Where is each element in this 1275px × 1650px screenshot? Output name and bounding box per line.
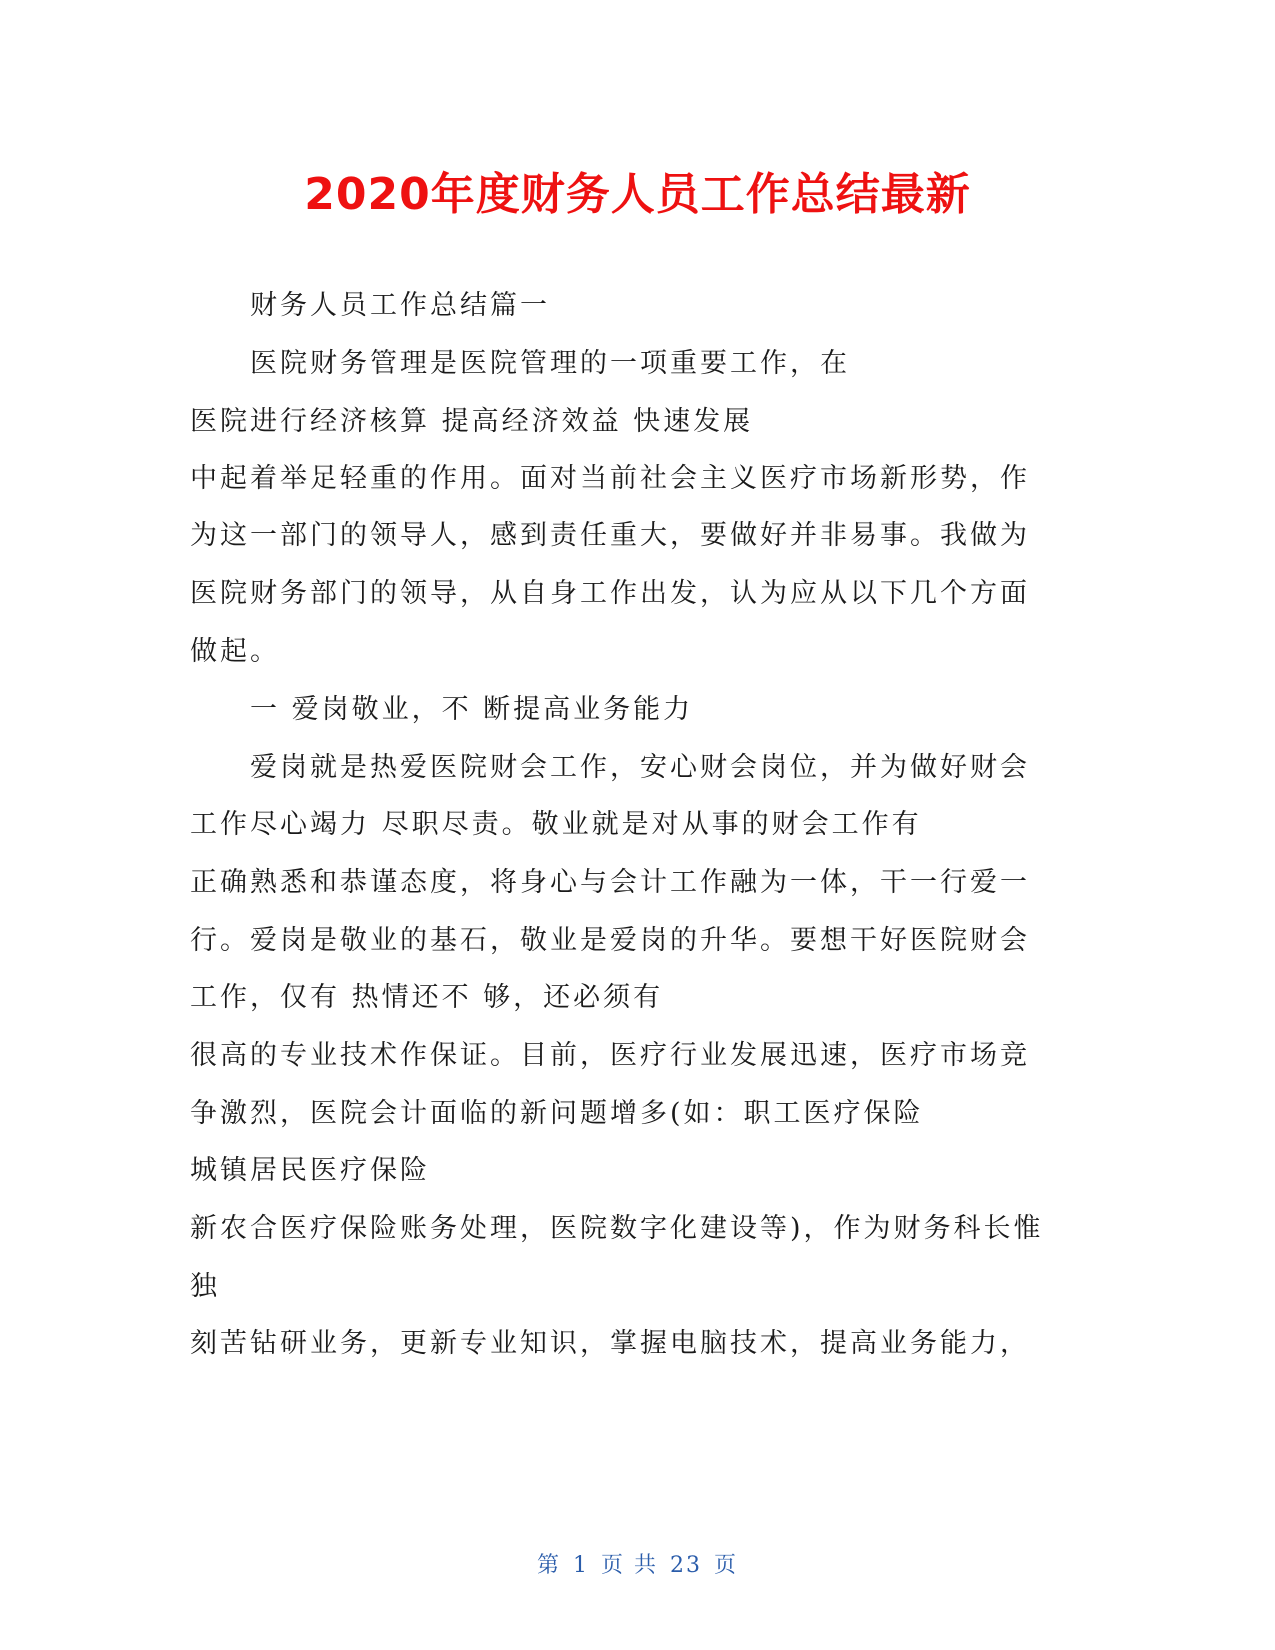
paragraph-line: 工作，仅有 热情还不 够，还必须有 — [190, 982, 664, 1013]
paragraph-line: 行。爱岗是敬业的基石，敬业是爱岗的升华。要想干好医院财会 — [190, 925, 1030, 956]
page-label-prefix: 第 — [536, 1553, 561, 1578]
page-title: 2020年度财务人员工作总结最新 — [304, 169, 971, 220]
paragraph-line: 很高的专业技术作保证。目前，医疗行业发展迅速，医疗市场竞 — [190, 1040, 1030, 1071]
paragraph-line: 城镇居民医疗保险 — [190, 1155, 430, 1186]
total-pages-number: 23 — [670, 1553, 702, 1578]
page-footer — [0, 1548, 1275, 1579]
paragraph-line: 中起着举足轻重的作用。面对当前社会主义医疗市场新形势，作 — [190, 463, 1030, 494]
paragraph-line: 财务人员工作总结篇一 — [250, 290, 550, 321]
paragraph-line: 新农合医疗保险账务处理，医院数字化建设等)，作为财务科长惟 — [190, 1213, 1044, 1244]
paragraph-line: 刻苦钻研业务，更新专业知识，掌握电脑技术，提高业务能力， — [190, 1328, 1030, 1359]
paragraph-line: 正确熟悉和恭谨态度，将身心与会计工作融为一体，干一行爱一 — [190, 867, 1030, 898]
paragraph-line: 医院财务部门的领导，从自身工作出发，认为应从以下几个方面 — [190, 578, 1030, 609]
section-heading: 一 爱岗敬业，不 断提高业务能力 — [250, 694, 694, 725]
paragraph-line: 爱岗就是热爱医院财会工作，安心财会岗位，并为做好财会 — [250, 752, 1030, 783]
paragraph-line: 争激烈，医院会计面临的新问题增多(如：职工医疗保险 — [190, 1098, 924, 1129]
paragraph-line: 医院进行经济核算 提高经济效益 快速发展 — [190, 406, 754, 437]
paragraph-line: 工作尽心竭力 尽职尽责。敬业就是对从事的财会工作有 — [190, 809, 922, 840]
page-label-suffix: 页 — [714, 1553, 739, 1578]
current-page-number: 1 — [573, 1553, 589, 1578]
paragraph-line: 独 — [190, 1271, 220, 1302]
paragraph-line: 做起。 — [190, 636, 280, 667]
paragraph-line: 医院财务管理是医院管理的一项重要工作，在 — [250, 348, 850, 379]
paragraph-line: 为这一部门的领导人，感到责任重大，要做好并非易事。我做为 — [190, 520, 1030, 551]
page-label-middle: 页 共 — [601, 1553, 658, 1578]
